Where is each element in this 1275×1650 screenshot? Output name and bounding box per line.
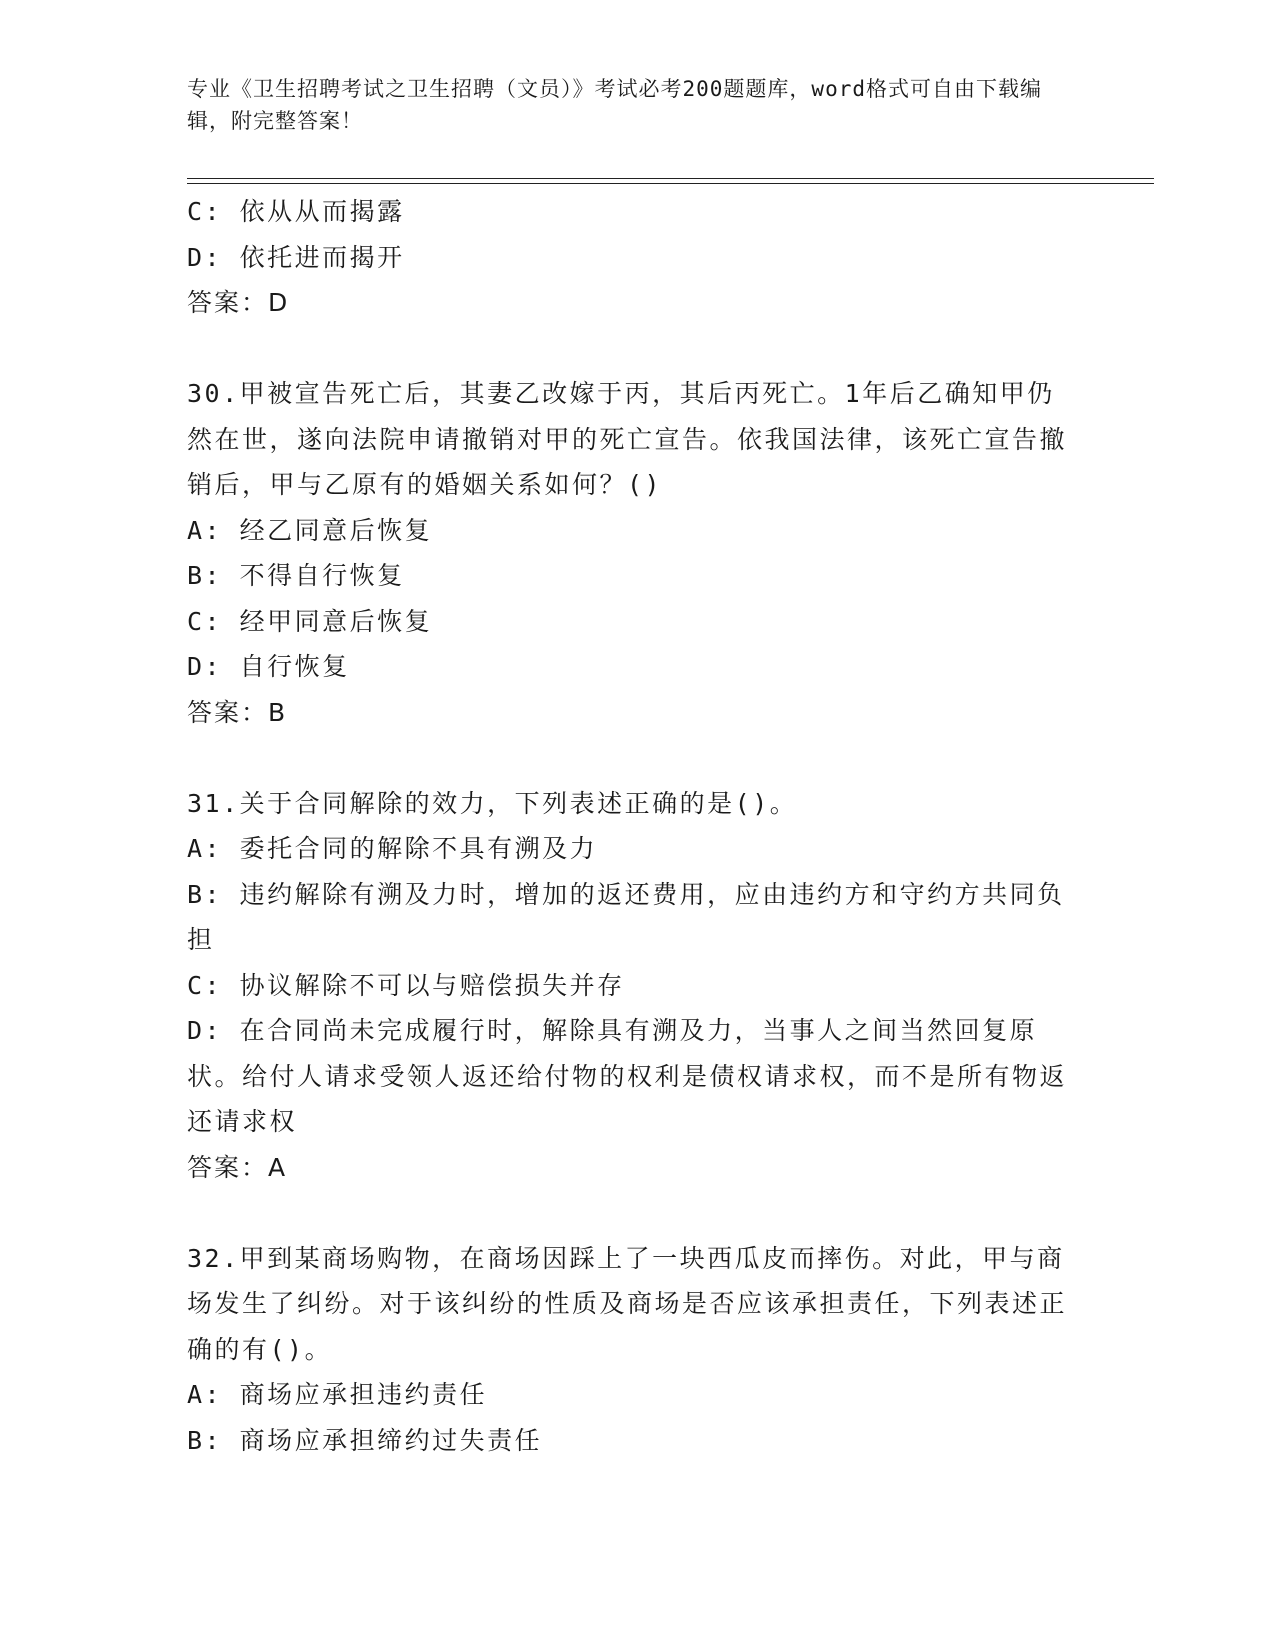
answer-line: 答案：B <box>187 697 288 727</box>
option-c: C: 经甲同意后恢复 <box>187 606 433 636</box>
question-text: 31.关于合同解除的效力，下列表述正确的是()。 <box>187 788 798 818</box>
option-a: A: 经乙同意后恢复 <box>187 515 433 545</box>
header-rule-bottom <box>187 183 1154 184</box>
option-d: D: 自行恢复 <box>187 652 350 681</box>
previous-question-tail <box>187 189 1067 326</box>
option-b: B: 商场应承担缔约过失责任 <box>187 1425 543 1455</box>
question-30 <box>187 371 1067 735</box>
answer-line: 答案：A <box>187 1152 288 1182</box>
option-a: A: 商场应承担违约责任 <box>187 1380 488 1409</box>
option-c: C: 协议解除不可以与赔偿损失并存 <box>187 970 625 1000</box>
document-header <box>187 73 1067 137</box>
question-text: 30.甲被宣告死亡后，其妻乙改嫁于丙，其后丙死亡。1年后乙确知甲仍然在世，遂向法院申请撤销对甲的死亡宣告。依我国法律，该死亡宣告撤销后，甲与乙原有的婚姻关系如何？() <box>187 379 1068 499</box>
option-d: D: 依托进而揭开 <box>187 242 405 272</box>
option-b: B: 违约解除有溯及力时，增加的返还费用，应由违约方和守约方共同负担 <box>187 879 1065 954</box>
option-a: A: 委托合同的解除不具有溯及力 <box>187 834 598 863</box>
answer-line: 答案：D <box>187 288 290 317</box>
question-text: 32.甲到某商场购物，在商场因踩上了一块西瓜皮而摔伤。对此，甲与商场发生了纠纷。对于该纠纷的性质及商场是否应该承担责任，下列表述正确的有()。 <box>187 1243 1068 1364</box>
option-b: B: 不得自行恢复 <box>187 561 405 590</box>
header-title: 专业《卫生招聘考试之卫生招聘（文员）》考试必考200题题库，word格式可自由下载编辑，附完整答案！ <box>187 77 1042 133</box>
document-body <box>187 189 1067 1463</box>
question-31 <box>187 781 1067 1191</box>
option-c: C: 依从从而揭露 <box>187 197 405 226</box>
option-d: D: 在合同尚未完成履行时，解除具有溯及力，当事人之间当然回复原状。给付人请求受领人返还给付物的权利是债权请求权，而不是所有物返还请求权 <box>187 1016 1068 1136</box>
question-32 <box>187 1236 1067 1464</box>
header-rule-top <box>187 178 1154 179</box>
